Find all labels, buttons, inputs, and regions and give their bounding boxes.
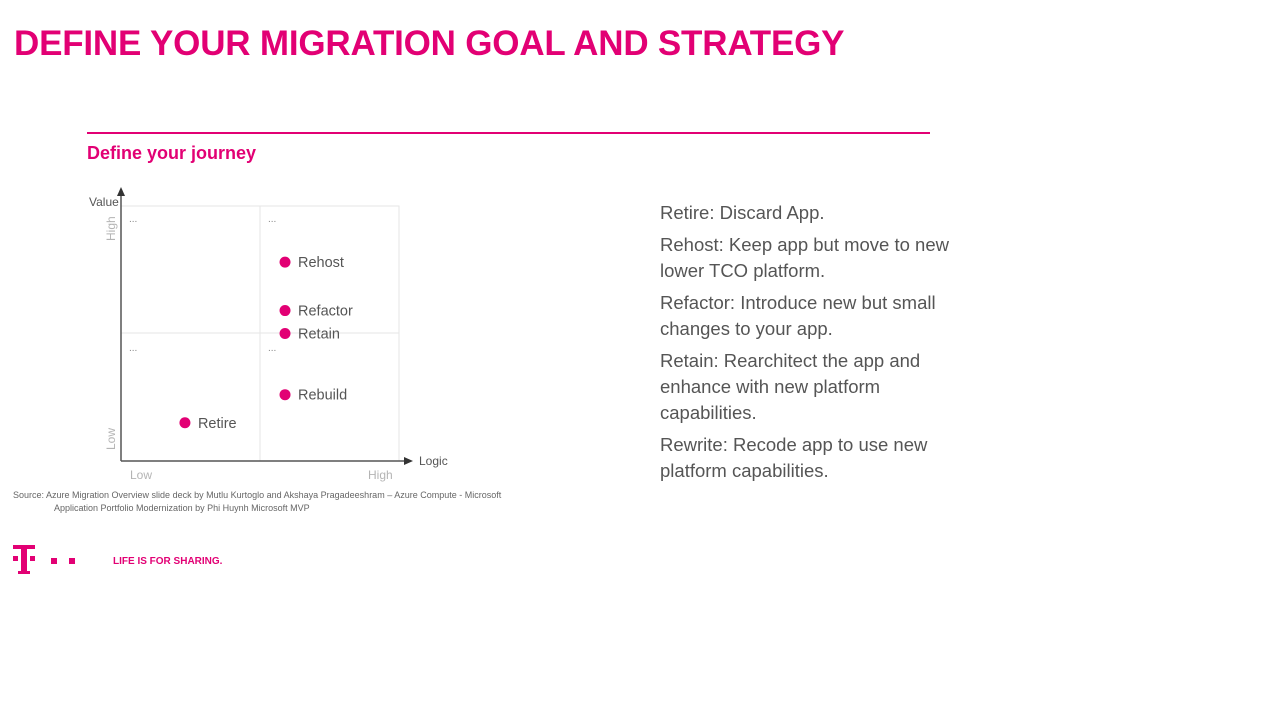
- brand-slogan: LIFE IS FOR SHARING.: [113, 556, 223, 567]
- y-axis-label: Value: [89, 195, 119, 209]
- x-axis-label: Logic: [419, 454, 448, 468]
- source-citation: [13, 489, 501, 515]
- journey-quadrant-chart: [0, 0, 560, 490]
- point-label: Retire: [197, 415, 237, 432]
- source-line-2: Application Portfolio Modernization by Phi Huynh Microsoft MVP: [54, 503, 310, 513]
- description-rehost: Rehost: Keep app but move to new lower TCO platform.: [660, 234, 949, 281]
- strategy-descriptions: [660, 200, 950, 490]
- source-line-1: Source: Azure Migration Overview slide deck by Mutlu Kurtoglo and Akshaya Pragadeeshram – Azure Compute - Microsoft: [13, 490, 502, 500]
- point-rehost: [280, 255, 344, 271]
- point-label: Rebuild: [298, 387, 348, 404]
- telekom-logo: [13, 545, 79, 577]
- point-rebuild: [280, 388, 348, 404]
- point-retain: [280, 327, 340, 343]
- description-retain: Retain: Rearchitect the app and enhance with new platform capabilities.: [660, 350, 921, 423]
- point-marker: [280, 389, 291, 400]
- x-tick-low: Low: [130, 468, 153, 482]
- point-retire: [179, 416, 236, 432]
- description-refactor: Refactor: Introduce new but small changes to your app.: [660, 292, 936, 339]
- quadrant-placeholder: ...: [129, 343, 138, 354]
- description-rewrite: Rewrite: Recode app to use new platform capabilities.: [660, 434, 928, 481]
- page-title: DEFINE YOUR MIGRATION GOAL AND STRATEGY: [14, 24, 845, 63]
- section-subtitle: Define your journey: [87, 143, 257, 163]
- data-points: [179, 255, 353, 432]
- point-marker: [280, 257, 291, 268]
- point-marker: [280, 328, 291, 339]
- point-label: Refactor: [298, 303, 353, 320]
- quadrant-placeholder: ...: [268, 343, 277, 354]
- point-refactor: [280, 304, 353, 320]
- y-tick-high: High: [104, 216, 118, 241]
- x-axis-arrow-icon: [404, 457, 413, 465]
- quadrant-placeholder: ...: [129, 214, 138, 225]
- point-marker: [280, 305, 291, 316]
- y-tick-low: Low: [104, 427, 118, 450]
- quadrant-placeholder: ...: [268, 214, 277, 225]
- point-marker: [179, 417, 190, 428]
- description-retire: Retire: Discard App.: [660, 202, 825, 223]
- x-tick-high: High: [368, 468, 393, 482]
- point-label: Retain: [298, 326, 340, 343]
- point-label: Rehost: [298, 255, 344, 272]
